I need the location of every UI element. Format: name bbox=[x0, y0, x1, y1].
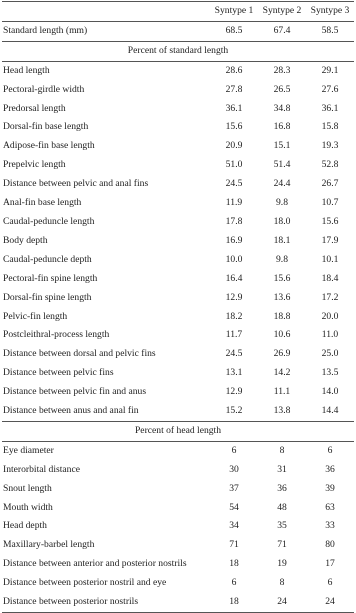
row-value: 51.0 bbox=[225, 159, 243, 171]
row-value: 17.8 bbox=[225, 215, 243, 227]
row-value: 12.9 bbox=[225, 386, 243, 398]
row-label: Pectoral-girdle width bbox=[3, 83, 85, 95]
section-header-row bbox=[2, 421, 354, 441]
row-value: 6 bbox=[231, 577, 237, 589]
row-label: Distance between pelvic and anal fins bbox=[3, 178, 149, 190]
row-value: 26.9 bbox=[273, 348, 291, 360]
row-value: 15.6 bbox=[225, 121, 243, 133]
row-label: Caudal-peduncle length bbox=[3, 215, 95, 227]
row-value: 15.6 bbox=[321, 215, 339, 227]
row-label: Interorbital distance bbox=[3, 463, 80, 475]
row-label: Eye diameter bbox=[3, 444, 54, 456]
table-row bbox=[2, 175, 354, 194]
table-row bbox=[2, 61, 354, 80]
row-label: Standard length (mm) bbox=[3, 24, 88, 36]
table-row bbox=[2, 402, 354, 421]
row-value: 10.6 bbox=[273, 329, 291, 341]
row-value: 9.8 bbox=[276, 253, 288, 265]
row-value: 52.8 bbox=[321, 159, 339, 171]
row-value: 71 bbox=[229, 539, 239, 551]
row-value: 13.5 bbox=[321, 367, 339, 379]
row-label: Mouth width bbox=[3, 501, 53, 513]
row-label: Snout length bbox=[3, 482, 52, 494]
row-value: 18 bbox=[229, 558, 239, 570]
table-row bbox=[2, 213, 354, 232]
header-syntype-2: Syntype 2 bbox=[258, 2, 306, 22]
table-row bbox=[2, 536, 354, 555]
table-row bbox=[2, 574, 354, 593]
table-row bbox=[2, 461, 354, 480]
row-value: 17.2 bbox=[321, 291, 339, 303]
row-value: 48 bbox=[277, 501, 287, 513]
row-value: 16.4 bbox=[225, 272, 243, 284]
row-value: 15.1 bbox=[273, 140, 291, 152]
row-label: Caudal-peduncle depth bbox=[3, 253, 92, 265]
standard-length-row bbox=[2, 21, 354, 41]
table-row bbox=[2, 326, 354, 345]
header-label-cell bbox=[2, 2, 210, 22]
row-value: 6 bbox=[231, 444, 237, 456]
row-label: Pectoral-fin spine length bbox=[3, 272, 98, 284]
row-value: 19.3 bbox=[321, 140, 339, 152]
table-row bbox=[2, 555, 354, 574]
row-value: 58.5 bbox=[321, 24, 339, 36]
row-value: 10.7 bbox=[321, 197, 339, 209]
row-label: Adipose-fin base length bbox=[3, 140, 95, 152]
header-syntype-1: Syntype 1 bbox=[210, 2, 258, 22]
row-label: Dorsal-fin base length bbox=[3, 121, 89, 133]
row-value: 18.2 bbox=[225, 310, 243, 322]
row-label: Distance between dorsal and pelvic fins bbox=[3, 348, 156, 360]
table-row bbox=[2, 194, 354, 213]
header-syntype-3: Syntype 3 bbox=[306, 2, 354, 22]
table-row bbox=[2, 480, 354, 499]
row-value: 80 bbox=[325, 539, 335, 551]
row-value: 37 bbox=[229, 482, 239, 494]
table-row bbox=[2, 383, 354, 402]
row-value: 8 bbox=[279, 577, 285, 589]
table-row bbox=[2, 156, 354, 175]
row-label: Prepelvic length bbox=[3, 159, 66, 171]
row-value: 67.4 bbox=[273, 24, 291, 36]
row-value: 11.0 bbox=[321, 329, 339, 341]
row-value: 12.9 bbox=[225, 291, 243, 303]
row-value: 24.5 bbox=[225, 178, 243, 190]
row-value: 15.8 bbox=[321, 121, 339, 133]
row-value: 31 bbox=[277, 463, 287, 475]
row-value: 14.2 bbox=[273, 367, 291, 379]
table-row bbox=[2, 270, 354, 289]
row-value: 11.1 bbox=[273, 386, 291, 398]
row-value: 35 bbox=[277, 520, 287, 532]
row-value: 26.5 bbox=[273, 83, 291, 95]
table-row bbox=[2, 289, 354, 308]
row-label: Distance between pelvic fin and anus bbox=[3, 386, 147, 398]
table-row bbox=[2, 308, 354, 327]
row-value: 24.4 bbox=[273, 178, 291, 190]
row-value: 24 bbox=[258, 593, 306, 612]
row-label: Body depth bbox=[3, 234, 48, 246]
row-value: 6 bbox=[327, 444, 333, 456]
row-value: 27.6 bbox=[321, 83, 339, 95]
row-value: 15.2 bbox=[225, 405, 243, 417]
row-value: 27.8 bbox=[225, 83, 243, 95]
row-value: 24.5 bbox=[225, 348, 243, 360]
row-value: 20.9 bbox=[225, 140, 243, 152]
row-value: 20.0 bbox=[321, 310, 339, 322]
row-value: 25.0 bbox=[321, 348, 339, 360]
row-value: 11.7 bbox=[225, 329, 243, 341]
row-value: 18.1 bbox=[273, 234, 291, 246]
row-value: 14.0 bbox=[321, 386, 339, 398]
row-label: Distance between pelvic fins bbox=[3, 367, 114, 379]
row-label: Distance between anterior and posterior nostrils bbox=[3, 558, 187, 570]
table-body bbox=[2, 21, 354, 612]
row-value: 6 bbox=[327, 577, 333, 589]
row-value: 13.8 bbox=[273, 405, 291, 417]
row-value: 68.5 bbox=[225, 24, 243, 36]
row-value: 18.4 bbox=[321, 272, 339, 284]
row-value: 54 bbox=[229, 501, 239, 513]
row-value: 17 bbox=[325, 558, 335, 570]
row-value: 14.4 bbox=[321, 405, 339, 417]
row-value: 13.1 bbox=[225, 367, 243, 379]
table-row bbox=[2, 517, 354, 536]
table-row bbox=[2, 118, 354, 137]
row-value: 10.0 bbox=[225, 253, 243, 265]
table-row bbox=[2, 499, 354, 518]
row-value: 24 bbox=[306, 593, 354, 612]
table-row bbox=[2, 251, 354, 270]
row-value: 19 bbox=[277, 558, 287, 570]
row-label: Anal-fin base length bbox=[3, 197, 82, 209]
row-value: 33 bbox=[325, 520, 335, 532]
table-row bbox=[2, 100, 354, 119]
row-value: 15.6 bbox=[273, 272, 291, 284]
row-value: 36.1 bbox=[321, 102, 339, 114]
row-value: 28.3 bbox=[273, 64, 291, 76]
row-value: 36 bbox=[325, 463, 335, 475]
row-value: 11.9 bbox=[225, 197, 243, 209]
row-value: 18.8 bbox=[273, 310, 291, 322]
table-row bbox=[2, 345, 354, 364]
row-label: Distance between posterior nostrils bbox=[2, 593, 210, 612]
row-value: 36 bbox=[277, 482, 287, 494]
section-title: Percent of standard length bbox=[2, 41, 354, 61]
row-value: 8 bbox=[279, 444, 285, 456]
row-value: 29.1 bbox=[321, 64, 339, 76]
row-label: Pelvic-fin length bbox=[3, 310, 68, 322]
row-value: 34 bbox=[229, 520, 239, 532]
row-label: Head depth bbox=[3, 520, 47, 532]
section-header-row bbox=[2, 41, 354, 61]
row-value: 30 bbox=[229, 463, 239, 475]
morphometrics-table bbox=[2, 1, 354, 613]
table-row bbox=[2, 81, 354, 100]
row-value: 13.6 bbox=[273, 291, 291, 303]
row-label: Distance between anus and anal fin bbox=[3, 405, 139, 417]
row-value: 10.1 bbox=[321, 253, 339, 265]
row-label: Postcleithral-process length bbox=[3, 329, 110, 341]
row-label: Maxillary-barbel length bbox=[3, 539, 95, 551]
row-value: 51.4 bbox=[273, 159, 291, 171]
row-value: 17.9 bbox=[321, 234, 339, 246]
row-value: 39 bbox=[325, 482, 335, 494]
row-value: 18 bbox=[210, 593, 258, 612]
row-value: 28.6 bbox=[225, 64, 243, 76]
row-value: 16.8 bbox=[273, 121, 291, 133]
row-value: 63 bbox=[325, 501, 335, 513]
table-row bbox=[2, 137, 354, 156]
table-row bbox=[2, 232, 354, 251]
row-label: Predorsal length bbox=[3, 102, 66, 114]
table-row bbox=[2, 593, 354, 612]
row-label: Head length bbox=[3, 64, 50, 76]
row-value: 34.8 bbox=[273, 102, 291, 114]
table-row bbox=[2, 441, 354, 460]
row-value: 18.0 bbox=[273, 215, 291, 227]
row-value: 9.8 bbox=[276, 197, 288, 209]
table-row bbox=[2, 364, 354, 383]
row-value: 36.1 bbox=[225, 102, 243, 114]
header-row bbox=[2, 2, 354, 22]
row-label: Dorsal-fin spine length bbox=[3, 291, 92, 303]
row-value: 16.9 bbox=[225, 234, 243, 246]
section-title: Percent of head length bbox=[2, 421, 354, 441]
row-value: 26.7 bbox=[321, 178, 339, 190]
row-value: 71 bbox=[277, 539, 287, 551]
row-label: Distance between posterior nostril and eye bbox=[3, 577, 167, 589]
